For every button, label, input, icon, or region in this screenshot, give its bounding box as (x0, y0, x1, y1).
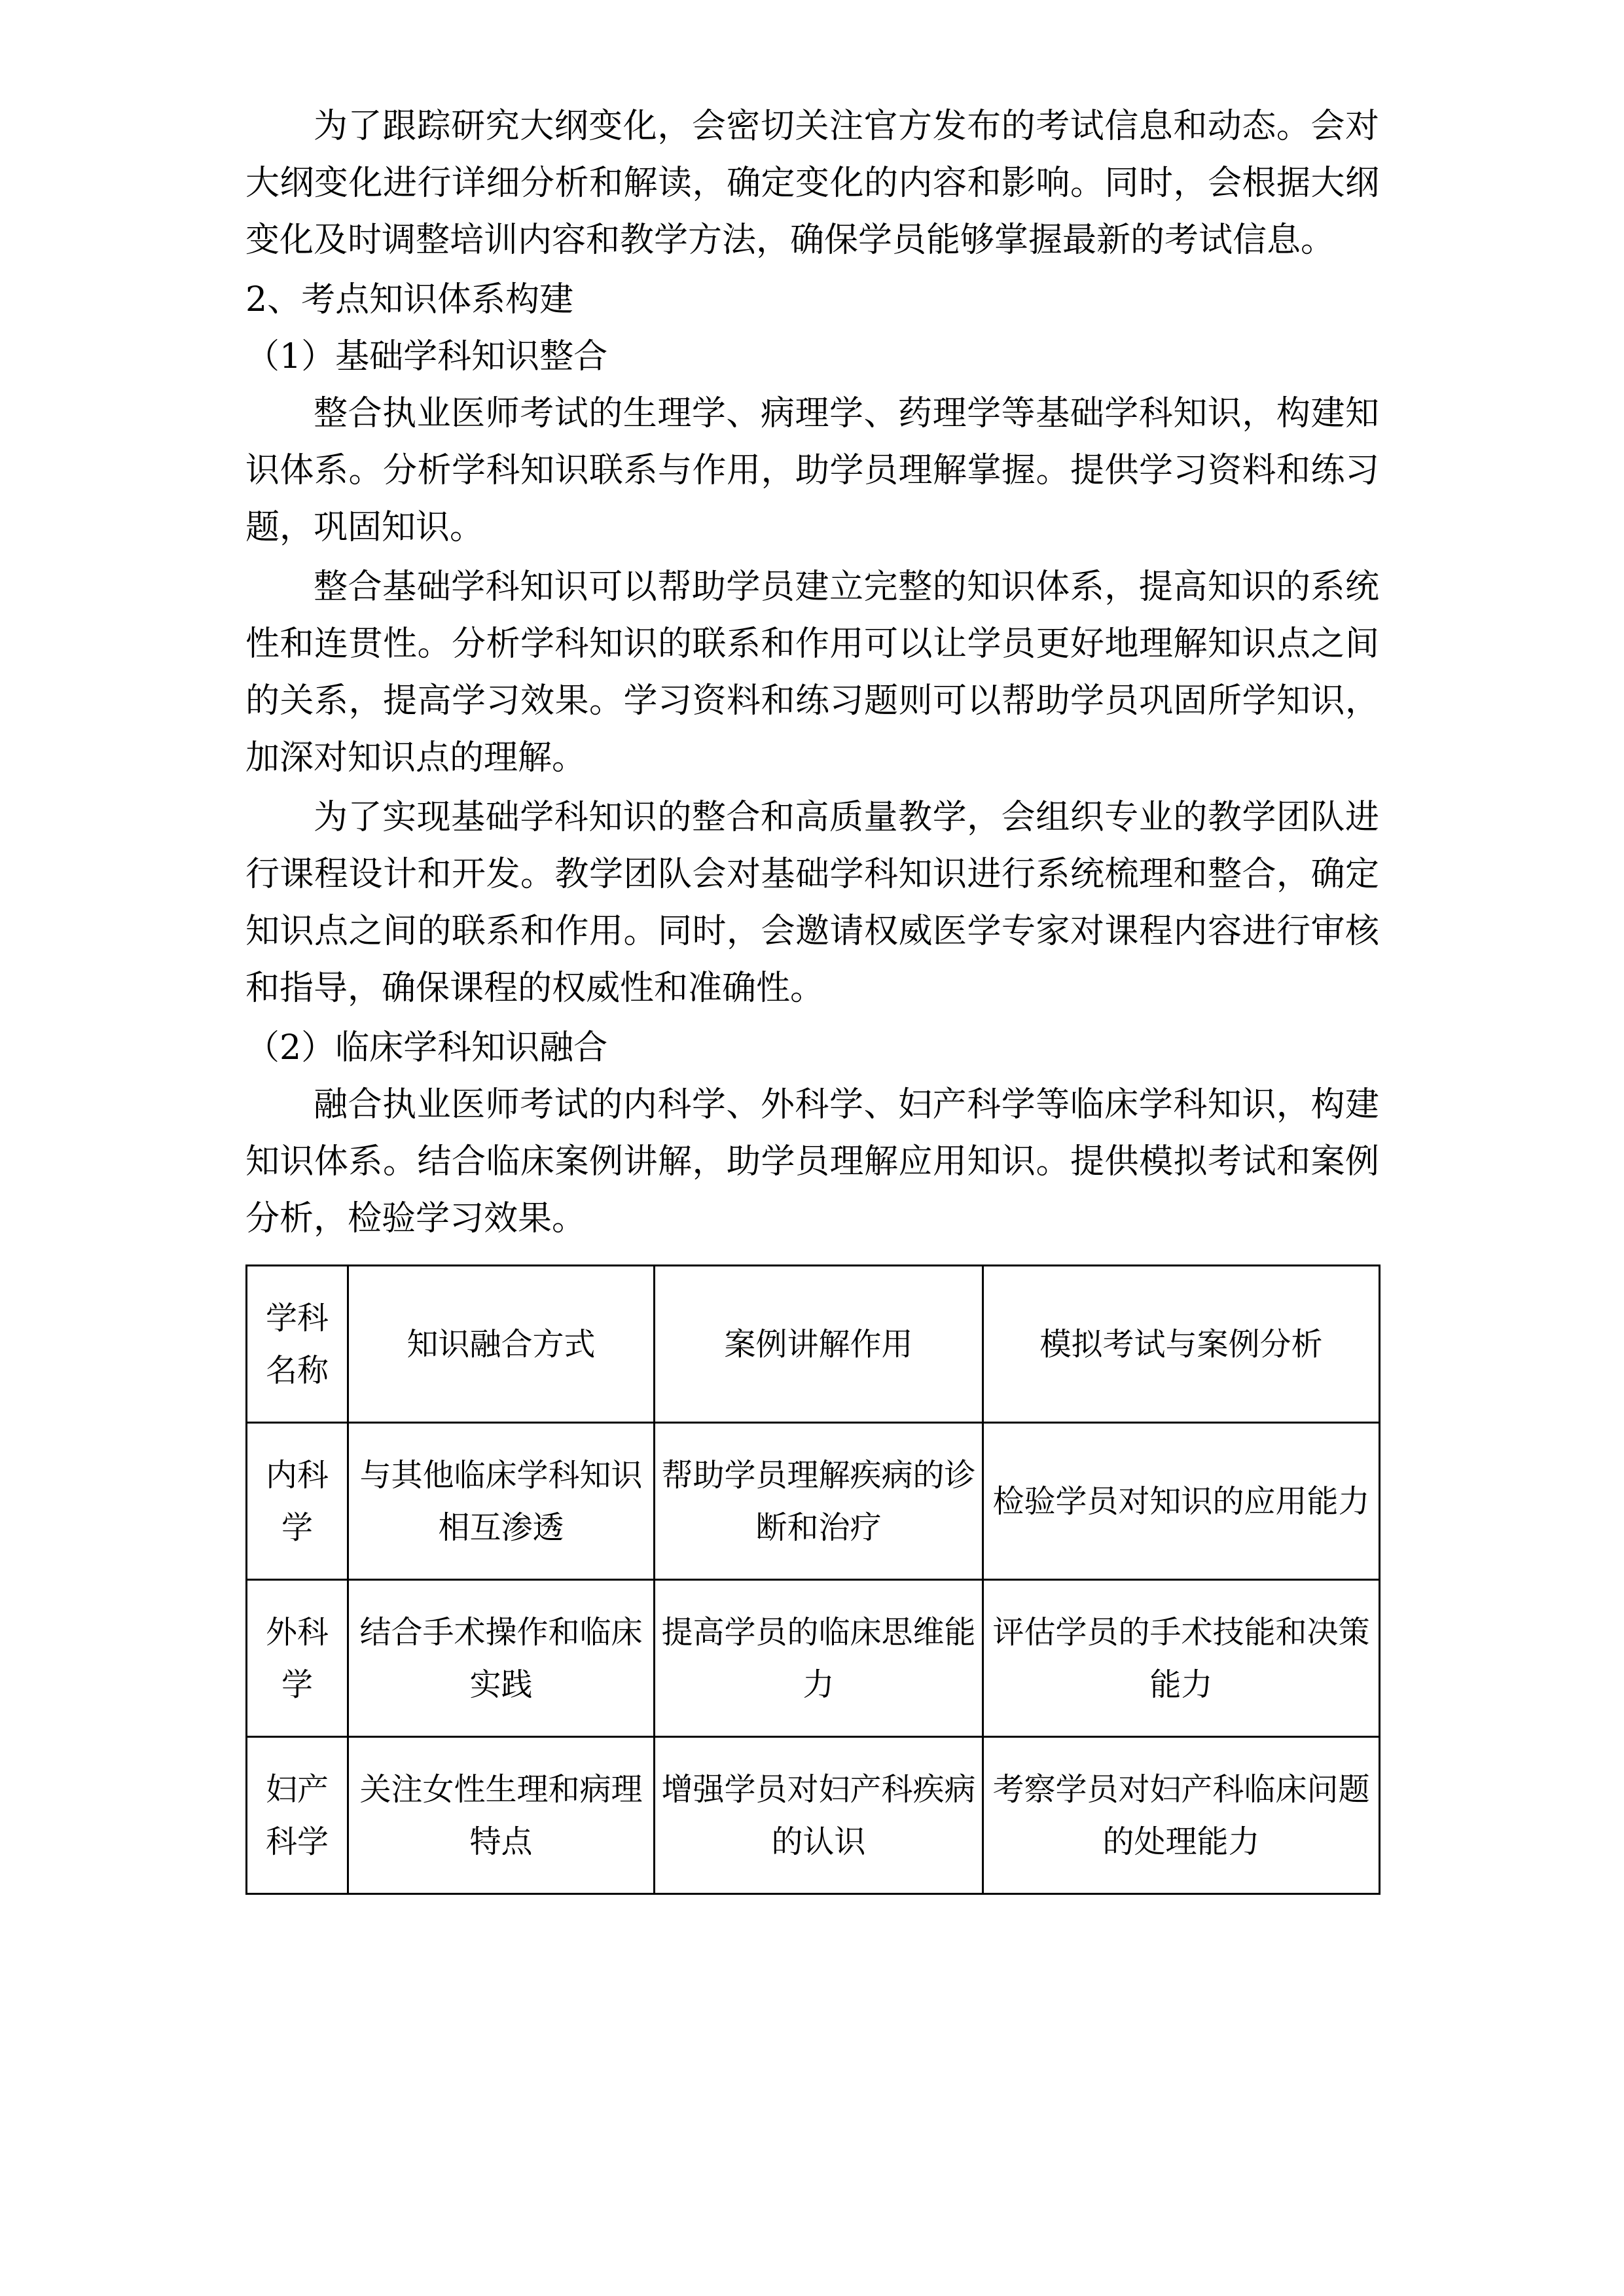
paragraph-outline-tracking: 为了跟踪研究大纲变化，会密切关注官方发布的考试信息和动态。会对大纲变化进行详细分析和解读，确定变化的内容和影响。同时，会根据大纲变化及时调整培训内容和教学方法，确保学员能够掌握最新的考试信息。 (245, 107, 1379, 260)
cell-fusion: 关注女性生理和病理特点 (348, 1737, 655, 1894)
cell-mock-exam: 检验学员对知识的应用能力 (983, 1423, 1380, 1580)
paragraph-clinical-fusion: 融合执业医师考试的内科学、外科学、妇产科学等临床学科知识，构建知识体系。结合临床案例讲解，助学员理解应用知识。提供模拟考试和案例分析，检验学习效果。 (245, 1085, 1379, 1238)
clinical-subject-table (245, 1265, 1380, 1895)
table-row (247, 1737, 1380, 1894)
table-row (247, 1423, 1380, 1580)
cell-subject: 内科学 (247, 1423, 348, 1580)
paragraph-teaching-team: 为了实现基础学科知识的整合和高质量教学，会组织专业的教学团队进行课程设计和开发。教学团队会对基础学科知识进行系统梳理和整合，确定知识点之间的联系和作用。同时，会邀请权威医学专家对课程内容进行审核和指导，确保课程的权威性和准确性。 (245, 798, 1379, 1008)
table-header-case-role: 案例讲解作用 (655, 1266, 983, 1423)
cell-subject: 妇产科学 (247, 1737, 348, 1894)
heading-section-2: 2、考点知识体系构建 (245, 280, 574, 319)
cell-case-role: 帮助学员理解疾病的诊断和治疗 (655, 1423, 983, 1580)
cell-fusion: 结合手术操作和临床实践 (348, 1580, 655, 1737)
table-header-row (247, 1266, 1380, 1423)
cell-case-role: 增强学员对妇产科疾病的认识 (655, 1737, 983, 1894)
cell-subject: 外科学 (247, 1580, 348, 1737)
paragraph-basic-benefit: 整合基础学科知识可以帮助学员建立完整的知识体系，提高知识的系统性和连贯性。分析学科知识的联系和作用可以让学员更好地理解知识点之间的关系，提高学习效果。学习资料和练习题则可以帮助学员巩固所学知识，加深对知识点的理解。 (245, 567, 1379, 778)
cell-fusion: 与其他临床学科知识相互渗透 (348, 1423, 655, 1580)
paragraph-basic-integration: 整合执业医师考试的生理学、病理学、药理学等基础学科知识，构建知识体系。分析学科知识联系与作用，助学员理解掌握。提供学习资料和练习题，巩固知识。 (245, 394, 1379, 547)
subheading-basic-subject-integration: （1）基础学科知识整合 (245, 337, 608, 376)
cell-case-role: 提高学员的临床思维能力 (655, 1580, 983, 1737)
table-header-fusion: 知识融合方式 (348, 1266, 655, 1423)
table-header-mock-exam: 模拟考试与案例分析 (983, 1266, 1380, 1423)
table-row (247, 1580, 1380, 1737)
table-header-subject: 学科名称 (247, 1266, 348, 1423)
subheading-clinical-subject-fusion: （2）临床学科知识融合 (245, 1028, 608, 1067)
page-content (245, 98, 1379, 1895)
cell-mock-exam: 考察学员对妇产科临床问题的处理能力 (983, 1737, 1380, 1894)
cell-mock-exam: 评估学员的手术技能和决策能力 (983, 1580, 1380, 1737)
